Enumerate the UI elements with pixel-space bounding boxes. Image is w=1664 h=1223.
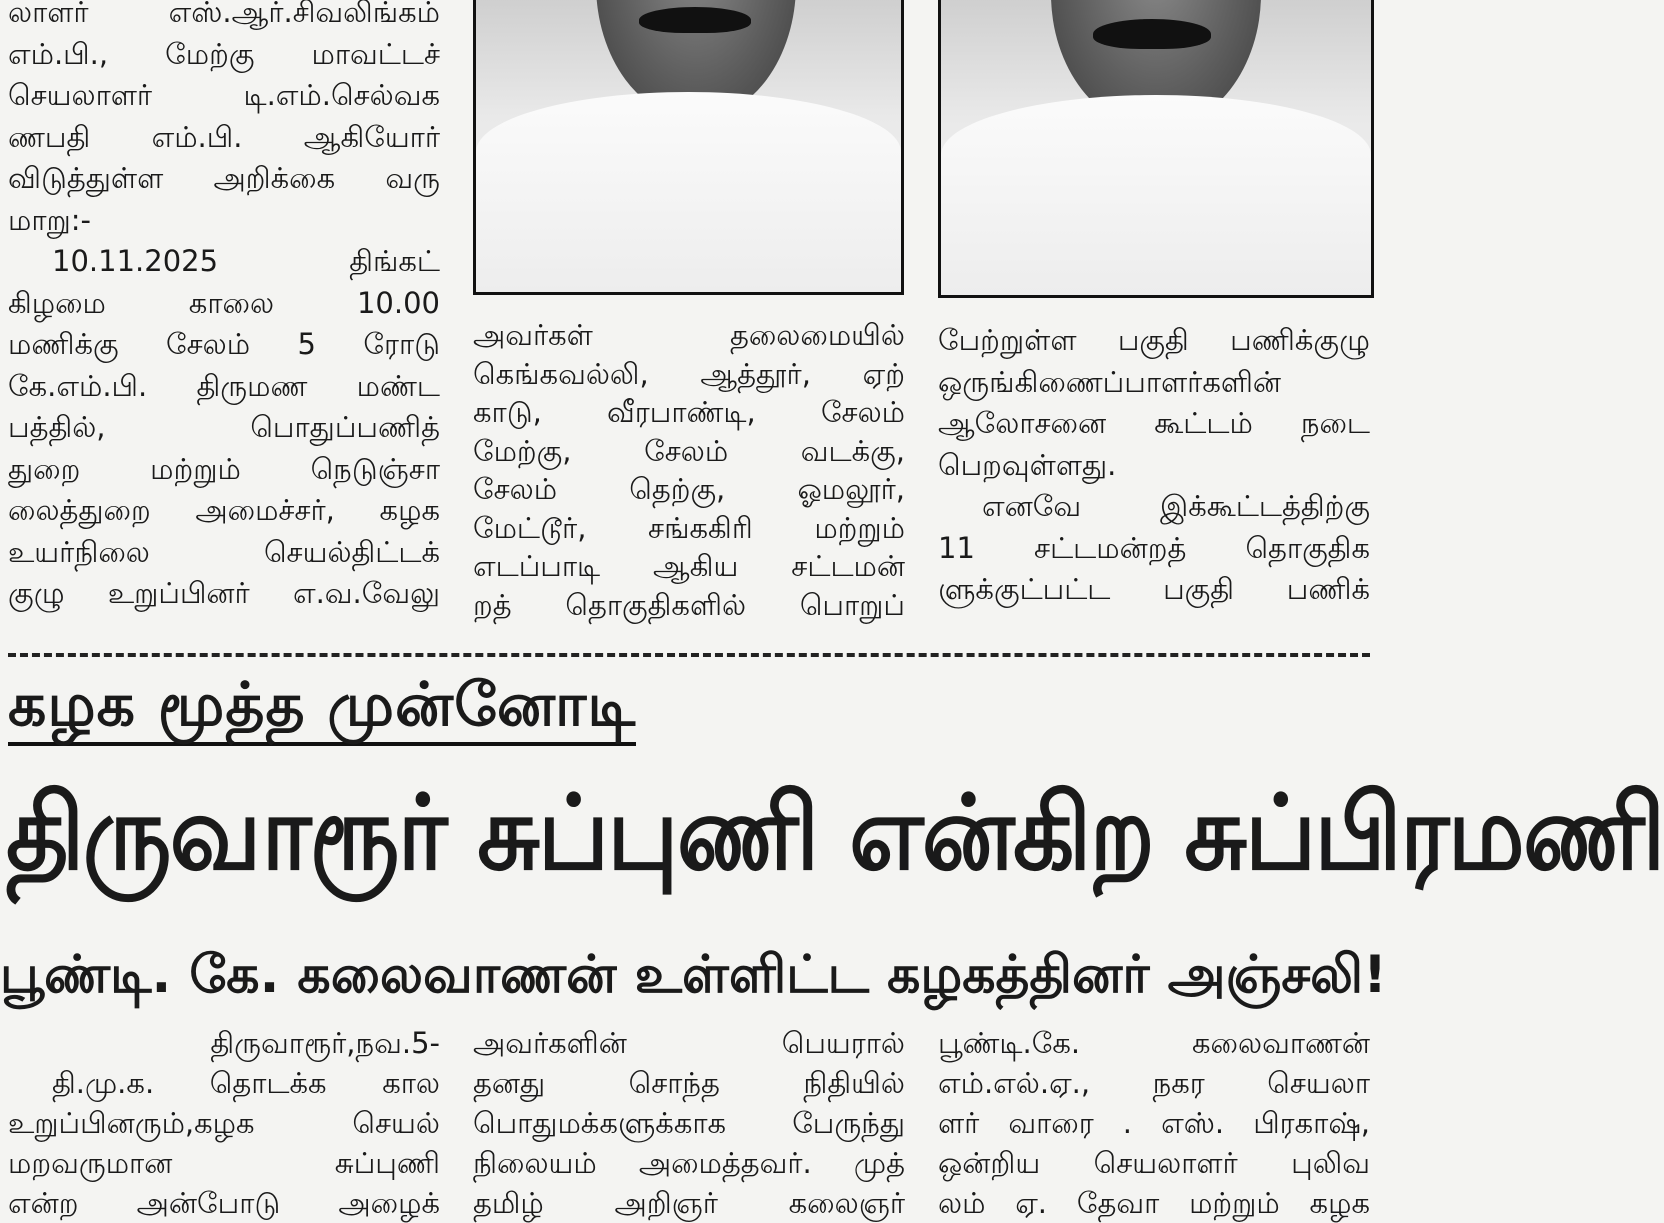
text-line: ளர் வாரை . எஸ். பிரகாஷ், xyxy=(938,1106,1370,1140)
text-line: துறை மற்றும் நெடுஞ்சா xyxy=(8,451,440,486)
text-line: எடப்பாடி ஆகிய சட்டமன் xyxy=(473,549,905,583)
top-column-2 xyxy=(473,316,905,624)
bottom-column-2 xyxy=(473,1023,905,1223)
sub-headline: பூண்டி. கே. கலைவாணன் உள்ளிட்ட கழகத்தினர் அஞ்சலி! xyxy=(0,945,1387,1005)
bottom-column-1 xyxy=(8,1023,440,1223)
text-line: உறுப்பினரும்,கழக செயல் xyxy=(8,1106,440,1140)
text-line: எம்.எல்.ஏ., நகர செயலா xyxy=(938,1066,1370,1100)
text-line: விடுத்துள்ள அறிக்கை வரு xyxy=(8,161,440,195)
text-line: 11 சட்டமன்றத் தொகுதிக xyxy=(938,530,1370,565)
text-line: சேலம் தெற்கு, ஓமலூர், xyxy=(473,472,905,506)
text-line: கிழமை காலை 10.00 xyxy=(8,285,440,320)
text-line: செயலாளர் டி.எம்.செல்வக xyxy=(8,78,440,112)
kicker-headline: கழக மூத்த முன்னோடி xyxy=(8,670,636,746)
text-line: 10.11.2025 திங்கட் xyxy=(52,244,440,278)
portrait-mustache xyxy=(1093,19,1211,49)
text-line: அவர்கள் தலைமையில் xyxy=(473,318,905,352)
top-column-3 xyxy=(938,320,1370,611)
text-line: மணிக்கு சேலம் 5 ரோடு xyxy=(8,327,440,361)
text-line: ஒன்றிய செயலாளர் புலிவ xyxy=(938,1146,1370,1180)
text-line: தமிழ் அறிஞர் கலைஞர் xyxy=(473,1186,905,1220)
text-line: நிலையம் அமைத்தவர். முத் xyxy=(473,1146,905,1180)
portrait-shirt xyxy=(941,95,1371,295)
text-line: மேட்டூர், சங்ககிரி மற்றும் xyxy=(473,510,905,545)
text-line: ளுக்குட்பட்ட பகுதி பணிக் xyxy=(938,572,1370,606)
dashed-divider xyxy=(8,653,1370,657)
portrait-photo-1 xyxy=(473,0,904,295)
text-line: தனது சொந்த நிதியில் xyxy=(473,1066,905,1100)
text-line: பெறவுள்ளது. xyxy=(938,447,1117,482)
portrait-mustache xyxy=(639,7,751,33)
portrait-photo-2 xyxy=(938,0,1374,298)
text-line: அவர்களின் பெயரால் xyxy=(473,1026,905,1060)
text-line: லம் ஏ. தேவா மற்றும் கழக xyxy=(938,1186,1370,1220)
text-line: ணபதி எம்.பி. ஆகியோர் xyxy=(8,119,440,154)
bottom-column-3 xyxy=(938,1023,1370,1223)
text-line: ஆலோசனை கூட்டம் நடை xyxy=(938,406,1370,440)
main-headline: திருவாரூர் சுப்புணி என்கிற சுப்பிரமணி xyxy=(6,772,1664,894)
text-line: கெங்கவல்லி, ஆத்தூர், ஏற் xyxy=(473,356,905,391)
text-line: மேற்கு, சேலம் வடக்கு, xyxy=(473,433,905,468)
text-line: பத்தில், பொதுப்பணித் xyxy=(8,410,440,444)
text-line: றத் தொகுதிகளில் பொறுப் xyxy=(473,587,905,622)
text-line: பொதுமக்களுக்காக பேருந்து xyxy=(473,1106,905,1140)
top-column-1 xyxy=(8,0,440,615)
text-line: மறவருமான சுப்புணி xyxy=(8,1146,440,1180)
text-line: ஒருங்கிணைப்பாளர்களின் xyxy=(938,364,1282,399)
text-line: தி.மு.க. தொடக்க கால xyxy=(52,1066,440,1100)
text-line: என்ற அன்போடு அழைக் xyxy=(8,1186,440,1220)
text-line: எம்.பி., மேற்கு மாவட்டச் xyxy=(8,36,440,71)
text-line: மாறு:- xyxy=(8,202,91,237)
text-line: உயர்நிலை செயல்திட்டக் xyxy=(8,534,440,569)
text-line: குழு உறுப்பினர் எ.வ.வேலு xyxy=(8,576,440,610)
text-line: காடு, வீரபாண்டி, சேலம் xyxy=(473,395,905,429)
text-line: லாளர் எஸ்.ஆர்.சிவலிங்கம் xyxy=(8,0,440,29)
text-line: லைத்துறை அமைச்சர், கழக xyxy=(8,493,440,527)
text-line: எனவே இக்கூட்டத்திற்கு xyxy=(982,489,1370,523)
text-line: பேற்றுள்ள பகுதி பணிக்குழு xyxy=(938,323,1370,357)
portrait-shirt xyxy=(476,92,901,292)
text-line: பூண்டி.கே. கலைவாணன் xyxy=(938,1026,1370,1060)
dateline: திருவாரூர்,நவ.5- xyxy=(210,1026,440,1060)
text-line: கே.எம்.பி. திருமண மண்ட xyxy=(8,368,440,403)
